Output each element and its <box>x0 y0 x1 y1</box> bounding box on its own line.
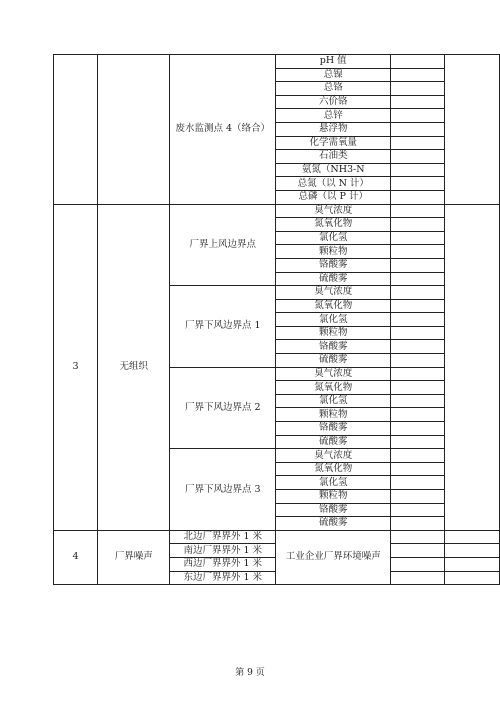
monitoring-point: 厂界下风边界点 1 <box>170 286 276 368</box>
monitoring-item: 颗粒物 <box>276 245 391 259</box>
monitoring-point: 南边厂界界外 1 米 <box>170 544 276 558</box>
blank-cell <box>445 571 500 585</box>
blank-cell <box>391 286 445 300</box>
emission-category: 厂界噪声 <box>97 530 169 584</box>
blank-cell <box>391 462 445 476</box>
monitoring-item: 总铬 <box>276 82 391 96</box>
monitoring-item: 总锌 <box>276 109 391 123</box>
table-row <box>54 55 500 69</box>
blank-cell <box>391 408 445 422</box>
no-cell-empty <box>54 55 98 205</box>
blank-cell <box>391 530 445 544</box>
monitoring-item: 氮氧化物 <box>276 462 391 476</box>
monitoring-item: 氨氮（NH3-N <box>276 163 391 177</box>
blank-cell <box>391 150 445 164</box>
table-row <box>54 530 500 544</box>
blank-cell <box>391 367 445 381</box>
monitoring-item: 氮氧化物 <box>276 381 391 395</box>
monitoring-item: 氯化氢 <box>276 394 391 408</box>
blank-cell <box>391 381 445 395</box>
blank-cell <box>391 490 445 504</box>
blank-cell <box>391 354 445 368</box>
monitoring-table <box>53 54 500 585</box>
blank-cell <box>391 109 445 123</box>
blank-cell <box>391 82 445 96</box>
blank-cell <box>391 177 445 191</box>
blank-cell <box>391 95 445 109</box>
blank-cell <box>391 218 445 232</box>
monitoring-item: 硫酸雾 <box>276 517 391 531</box>
monitoring-table-body <box>54 55 500 585</box>
blank-cell <box>391 422 445 436</box>
monitoring-item: 氮氧化物 <box>276 299 391 313</box>
monitoring-item: 硫酸雾 <box>276 435 391 449</box>
blank-cell <box>391 476 445 490</box>
blank-cell <box>391 517 445 531</box>
monitoring-item: 氯化氢 <box>276 476 391 490</box>
blank-cell <box>391 231 445 245</box>
blank-cell <box>391 272 445 286</box>
blank-cell <box>391 299 445 313</box>
monitoring-item: 臭气浓度 <box>276 367 391 381</box>
blank-cell <box>391 258 445 272</box>
blank-cell <box>445 544 500 558</box>
emission-category: 无组织 <box>97 204 169 530</box>
page-number: 第 9 页 <box>235 668 265 678</box>
blank-cell <box>445 204 500 530</box>
monitoring-point: 东边厂界界外 1 米 <box>170 571 276 585</box>
blank-cell <box>391 435 445 449</box>
monitoring-item: 总镍 <box>276 68 391 82</box>
row-number: 3 <box>54 204 98 530</box>
blank-cell <box>391 503 445 517</box>
blank-cell <box>391 190 445 204</box>
blank-cell <box>391 163 445 177</box>
monitoring-point: 废水监测点 4（络合） <box>170 55 276 205</box>
monitoring-item: 铬酸雾 <box>276 258 391 272</box>
monitoring-item: 氯化氢 <box>276 231 391 245</box>
blank-cell <box>391 55 445 69</box>
monitoring-point: 西边厂界界外 1 米 <box>170 557 276 571</box>
monitoring-item: 总氮（以 N 计） <box>276 177 391 191</box>
blank-cell <box>391 313 445 327</box>
blank-cell <box>391 449 445 463</box>
monitoring-item: 氮氧化物 <box>276 218 391 232</box>
monitoring-item: 铬酸雾 <box>276 503 391 517</box>
monitoring-item: 铬酸雾 <box>276 340 391 354</box>
blank-cell <box>391 68 445 82</box>
blank-cell <box>391 571 445 585</box>
category-cell-empty <box>97 55 169 205</box>
monitoring-item: 臭气浓度 <box>276 449 391 463</box>
monitoring-item: 总磷（以 P 计） <box>276 190 391 204</box>
row-number: 4 <box>54 530 98 584</box>
blank-cell <box>391 122 445 136</box>
table-row <box>54 204 500 218</box>
blank-cell <box>391 245 445 259</box>
blank-cell <box>445 55 500 205</box>
monitoring-item: 悬浮物 <box>276 122 391 136</box>
monitoring-item: 工业企业厂界环境噪声 <box>276 530 391 584</box>
monitoring-point: 北边厂界界外 1 米 <box>170 530 276 544</box>
blank-cell <box>391 394 445 408</box>
monitoring-item: 硫酸雾 <box>276 272 391 286</box>
monitoring-item: 氯化氢 <box>276 313 391 327</box>
blank-cell <box>391 326 445 340</box>
monitoring-item: 颗粒物 <box>276 408 391 422</box>
monitoring-item: 臭气浓度 <box>276 204 391 218</box>
monitoring-item: 石油类 <box>276 150 391 164</box>
monitoring-item: 颗粒物 <box>276 326 391 340</box>
monitoring-item: 六价铬 <box>276 95 391 109</box>
blank-cell <box>391 340 445 354</box>
monitoring-item: 硫酸雾 <box>276 354 391 368</box>
blank-cell <box>391 136 445 150</box>
blank-cell <box>391 544 445 558</box>
monitoring-item: 化学需氧量 <box>276 136 391 150</box>
blank-cell <box>445 557 500 571</box>
monitoring-item: 铬酸雾 <box>276 422 391 436</box>
blank-cell <box>445 530 500 544</box>
monitoring-item: 臭气浓度 <box>276 286 391 300</box>
blank-cell <box>391 204 445 218</box>
monitoring-item: pH 值 <box>276 55 391 69</box>
monitoring-point: 厂界下风边界点 2 <box>170 367 276 449</box>
monitoring-point: 厂界下风边界点 3 <box>170 449 276 531</box>
blank-cell <box>391 557 445 571</box>
monitoring-point: 厂界上风边界点 <box>170 204 276 286</box>
monitoring-item: 颗粒物 <box>276 490 391 504</box>
